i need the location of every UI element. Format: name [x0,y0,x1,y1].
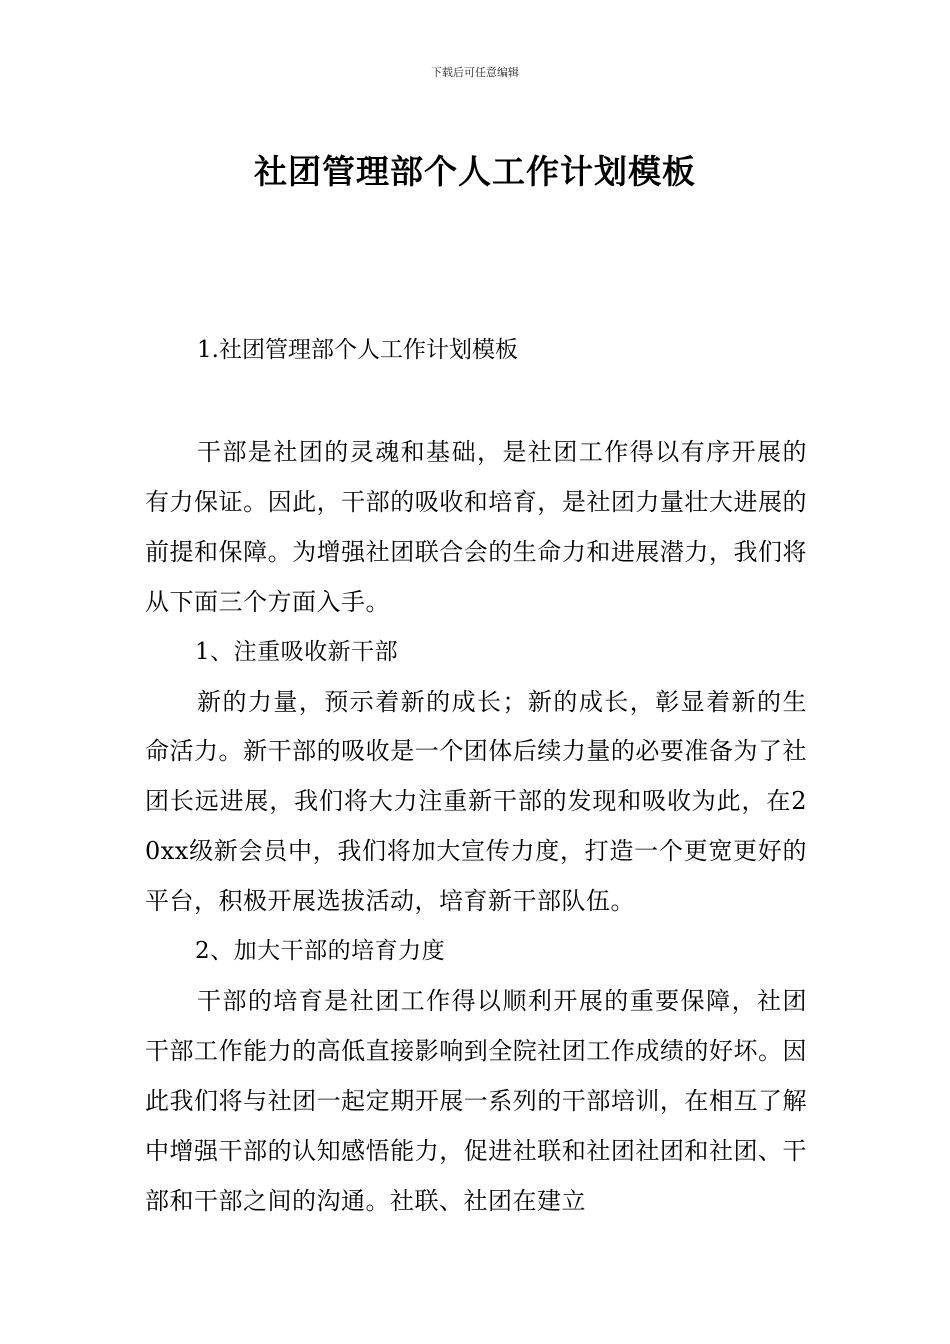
page-header-note: 下载后可任意编辑 [431,66,519,79]
section-heading: 1.社团管理部个人工作计划模板 [197,337,518,363]
paragraph-recruit: 新的力量，预示着新的成长；新的成长，彰显着新的生命活力。新干部的吸收是一个团体后续力量的必要准备为了社团长远进展，我们将大力注重新干部的发现和吸收为此，在20xx级新会员中，我们将加大宣传力度，打造一个更宽更好的平台，积极开展选拔活动，培育新干部队伍。 [145,687,807,916]
subheading-recruit: 1、注重吸收新干部 [195,638,399,665]
subheading-training: 2、加大干部的培育力度 [195,938,446,965]
paragraph-training: 干部的培育是社团工作得以顺利开展的重要保障，社团干部工作能力的高低直接影响到全院社团工作成绩的好坏。因此我们将与社团一起定期开展一系列的干部培训，在相互了解中增强干部的认知感悟能力，促进社联和社团社团和社团、干部和干部之间的沟通。社联、社团在建立 [145,986,807,1215]
document-body [145,428,807,1227]
paragraph-intro: 干部是社团的灵魂和基础，是社团工作得以有序开展的有力保证。因此，干部的吸收和培育，是社团力量壮大进展的前提和保障。为增强社团联合会的生命力和进展潜力，我们将从下面三个方面入手。 [145,438,807,616]
document-title: 社团管理部个人工作计划模板 [254,152,696,192]
